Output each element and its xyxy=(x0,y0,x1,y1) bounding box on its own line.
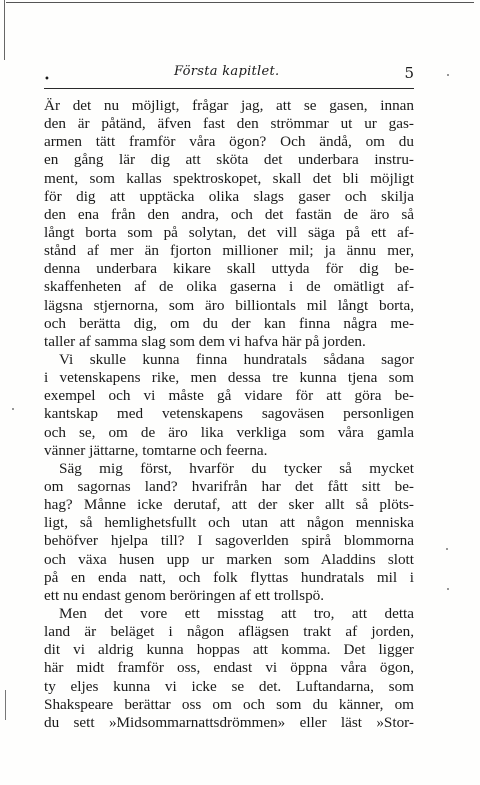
scan-edge-top xyxy=(6,2,474,3)
text-line: på en enda natt, och folk flyttas hundratals mil i xyxy=(44,568,414,586)
text-line: här midt framför oss, endast vi öppna våra ögon, xyxy=(44,659,414,677)
text-line: ment, som kallas spektroskopet, skall det bli möjligt xyxy=(44,169,414,187)
page-header xyxy=(44,64,414,86)
text-line: för dig att upptäcka olika slags gaser och skilja xyxy=(44,187,414,205)
text-line: den ena från den andra, och det fastän de äro så xyxy=(44,205,414,223)
text-line: denna underbara kikare skall uttyda för dig be- xyxy=(44,260,414,278)
header-mark: • xyxy=(44,74,50,85)
text-line: kantskap med vetenskapens sagoväsen personligen xyxy=(44,405,414,423)
paragraph xyxy=(44,605,414,732)
text-line: om sagornas land? hvarifrån har det fått sitt be- xyxy=(44,477,414,495)
text-line: den är påtänd, äfven fast den strömmar ut ur gas- xyxy=(44,115,414,133)
text-line: och se, om de äro lika verkliga som våra gamla xyxy=(44,423,414,441)
text-line: ty eljes kunna vi icke se det. Luftandarna, som xyxy=(44,677,414,695)
paragraph xyxy=(44,460,414,605)
header-rule xyxy=(44,88,414,89)
body-text xyxy=(44,97,414,732)
text-line: taller af samma slag som dem vi hafva här på jorden. xyxy=(44,332,366,350)
text-line: ett nu endast genom beröringen af ett trollspö. xyxy=(44,586,325,604)
scan-edge-left xyxy=(4,0,5,60)
text-line: Shakspeare berättar oss om och som du känner, om xyxy=(44,695,414,713)
text-line: i vetenskapens rike, men dessa tre kunna tjena som xyxy=(44,369,414,387)
text-line: land är beläget i någon aflägsen trakt af jorden, xyxy=(44,623,414,641)
running-head: Första kapitlet. xyxy=(174,64,280,79)
text-line: Är det nu möjligt, frågar jag, att se gasen, innan xyxy=(44,97,414,114)
scan-speck xyxy=(447,588,449,590)
text-line: Vi skulle kunna finna hundratals sådana sagor xyxy=(59,350,414,368)
text-line: en gång lär dig att sköta det underbara instru- xyxy=(44,151,414,169)
text-line: exempel och vi måste gå vidare för att göra be- xyxy=(44,387,414,405)
text-line: behöfver hjelpa till? I sagoverlden spirå blommorna xyxy=(44,532,414,550)
text-line: lägsna stjernorna, som äro billiontals mil långt borta, xyxy=(44,296,414,314)
scan-speck xyxy=(12,408,14,410)
text-line: och växa husen upp ur marken som Aladdins slott xyxy=(44,550,414,568)
text-line: ligt, så hemlighetsfullt och utan att någon menniska xyxy=(44,514,414,532)
text-line: armen tätt framför våra ögon? Och ändå, om du xyxy=(44,133,414,151)
text-line: du sett »Midsommarnattsdrömmen» eller läst »Stor- xyxy=(44,713,414,731)
text-line: vänner jättarne, tomtarne och feerna. xyxy=(44,441,268,459)
paragraph xyxy=(44,351,414,460)
text-line: dit vi aldrig kunna hoppas att komma. Det ligger xyxy=(44,641,414,659)
page-number: 5 xyxy=(404,64,414,82)
text-line: hag? Månne icke derutaf, att der sker allt så plöts- xyxy=(44,496,414,514)
scan-speck xyxy=(446,548,448,550)
scan-speck xyxy=(447,74,449,76)
text-line: stånd af mer än fjorton millioner mil; ja ännu mer, xyxy=(44,242,414,260)
scan-edge-left-lower xyxy=(5,690,6,720)
text-line: och berätta dig, om du der kan finna några me- xyxy=(44,314,414,332)
text-line: skaffenheten af de olika gaserna i de omätligt af- xyxy=(44,278,414,296)
text-line: Men det vore ett misstag att tro, att detta xyxy=(59,604,414,622)
paragraph xyxy=(44,97,414,351)
text-line: långt borta som på solytan, det vill säga på ett af- xyxy=(44,223,414,241)
text-line: Säg mig först, hvarför du tycker så mycket xyxy=(59,459,414,477)
